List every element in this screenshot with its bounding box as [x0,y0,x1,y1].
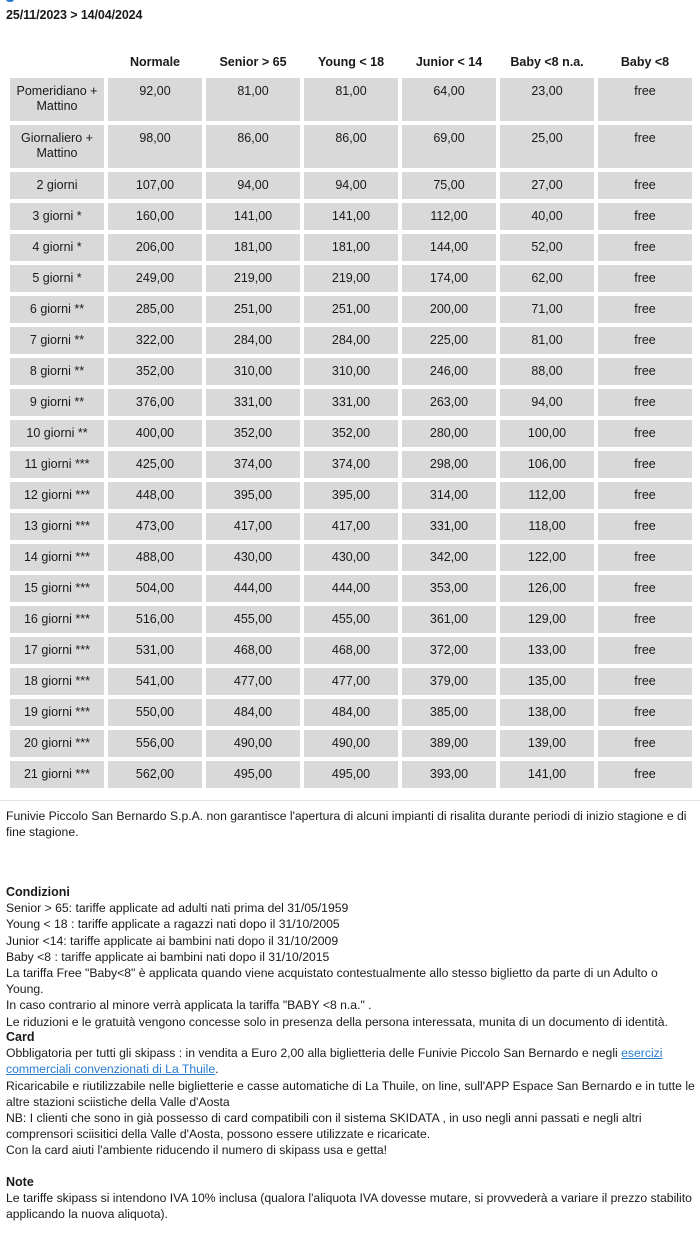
row-label: 19 giorni *** [10,699,104,726]
price-cell: free [598,420,692,447]
price-cell: 484,00 [206,699,300,726]
price-cell: 495,00 [304,761,398,788]
row-label: 16 giorni *** [10,606,104,633]
price-cell: 69,00 [402,125,496,168]
column-header: Young < 18 [317,55,385,69]
row-label-line: Giornaliero + [21,131,93,145]
price-cell: free [598,327,692,354]
price-cell: 284,00 [206,327,300,354]
price-cell: 352,00 [206,420,300,447]
price-cell: 112,00 [402,203,496,230]
price-cell: 331,00 [304,389,398,416]
price-cell: 531,00 [108,637,202,664]
table-row [10,513,692,540]
price-cell: free [598,606,692,633]
price-cell: 62,00 [500,265,594,292]
price-cell: 75,00 [402,172,496,199]
card-paragraph-3: NB: I clienti che sono in già possesso di card compatibili con il sistema SKIDATA , in uso negli anni passati e negli altri comprensori sciisitici della Valle d'Aosta, possono essere utilizzate e ricaricate. [6,1111,642,1142]
price-cell: 495,00 [206,761,300,788]
price-cell: 141,00 [206,203,300,230]
price-cell: 395,00 [304,482,398,509]
table-row [10,451,692,478]
price-cell: 94,00 [500,389,594,416]
row-label: 9 giorni ** [10,389,104,416]
price-cell: 25,00 [500,125,594,168]
price-cell: 71,00 [500,296,594,323]
price-cell: 490,00 [206,730,300,757]
price-cell: 138,00 [500,699,594,726]
price-cell: 284,00 [304,327,398,354]
row-label: 2 giorni [10,172,104,199]
price-cell: 352,00 [304,420,398,447]
table-row [10,358,692,385]
card-paragraph-4: Con la card aiuti l'ambiente riducendo il numero di skipass usa e getta! [6,1143,388,1158]
price-cell: 98,00 [108,125,202,168]
card-paragraph-2: Ricaricabile e riutilizzabile nelle biglietterie e casse automatiche di La Thuile, on line, sull'APP Espace San Bernardo e in tutte le altre stazioni sciistiche della Valle d'Aosta [6,1078,695,1109]
date-range-heading: 25/11/2023 > 14/04/2024 [6,8,143,22]
price-cell: 352,00 [108,358,202,385]
price-cell: 100,00 [500,420,594,447]
price-cell: 141,00 [500,761,594,788]
column-header: Senior > 65 [219,55,287,69]
row-label: 5 giorni * [10,265,104,292]
table-row [10,637,692,664]
table-row [10,234,692,261]
table-row [10,265,692,292]
price-cell: 298,00 [402,451,496,478]
price-cell: 477,00 [206,668,300,695]
price-cell: 455,00 [304,606,398,633]
note-title: Note [6,1175,34,1189]
price-cell: 444,00 [304,575,398,602]
price-cell: 393,00 [402,761,496,788]
card-title: Card [6,1030,35,1044]
price-cell: 135,00 [500,668,594,695]
price-cell: 417,00 [206,513,300,540]
price-cell: 251,00 [304,296,398,323]
price-cell: 490,00 [304,730,398,757]
price-cell: 181,00 [304,234,398,261]
price-cell: free [598,358,692,385]
price-cell: 430,00 [304,544,398,571]
row-label: 6 giorni ** [10,296,104,323]
table-row [10,575,692,602]
price-cell: 200,00 [402,296,496,323]
table-row [10,699,692,726]
price-cell: 23,00 [500,78,594,121]
price-cell: free [598,513,692,540]
column-header: Baby <8 [620,55,670,69]
row-label: 21 giorni *** [10,761,104,788]
price-cell: 342,00 [402,544,496,571]
price-cell: 468,00 [206,637,300,664]
condition-line: Young < 18 : tariffe applicate a ragazzi nati dopo il 31/10/2005 [6,917,340,932]
row-label-line: Mattino [36,146,78,160]
row-label: 11 giorni *** [10,451,104,478]
price-cell: 133,00 [500,637,594,664]
row-label: 13 giorni *** [10,513,104,540]
price-cell: 374,00 [206,451,300,478]
condition-line: La tariffa Free "Baby<8" è applicata quando viene acquistato contestualmente allo stesso biglietto da parte di un Adulto o Young. [6,966,658,997]
price-cell: 27,00 [500,172,594,199]
price-cell: 225,00 [402,327,496,354]
price-cell: free [598,668,692,695]
price-cell: 556,00 [108,730,202,757]
disclaimer-text: Funivie Piccolo San Bernardo S.p.A. non garantisce l'apertura di alcuni impianti di risalita durante periodi di inizio stagione e di fine stagione. [6,809,687,839]
price-cell: 372,00 [402,637,496,664]
row-label: 20 giorni *** [10,730,104,757]
price-cell: free [598,234,692,261]
table-row [10,389,692,416]
row-label: 7 giorni ** [10,327,104,354]
price-cell: 81,00 [500,327,594,354]
price-cell: 206,00 [108,234,202,261]
price-cell: 322,00 [108,327,202,354]
price-cell: 331,00 [402,513,496,540]
price-cell: free [598,389,692,416]
column-header: Normale [129,55,181,69]
price-cell: 477,00 [304,668,398,695]
price-cell: free [598,544,692,571]
price-cell: 310,00 [304,358,398,385]
table-row [10,327,692,354]
table-row [10,668,692,695]
price-cell: 112,00 [500,482,594,509]
row-label: 14 giorni *** [10,544,104,571]
table-row [10,420,692,447]
row-label [10,78,104,121]
price-cell: free [598,172,692,199]
table-row [10,78,692,121]
price-cell: free [598,203,692,230]
price-cell: 246,00 [402,358,496,385]
row-label: 8 giorni ** [10,358,104,385]
price-cell: 448,00 [108,482,202,509]
price-cell: 139,00 [500,730,594,757]
price-cell: 92,00 [108,78,202,121]
price-cell: free [598,730,692,757]
price-cell: 81,00 [206,78,300,121]
condition-line: In caso contrario al minore verrà applicata la tariffa "BABY <8 n.a." . [6,998,372,1013]
price-cell: 219,00 [304,265,398,292]
price-cell: 541,00 [108,668,202,695]
price-cell: 314,00 [402,482,496,509]
price-cell: free [598,78,692,121]
price-cell: 81,00 [304,78,398,121]
price-cell: 361,00 [402,606,496,633]
table-row [10,125,692,168]
price-cell: 516,00 [108,606,202,633]
price-cell: 106,00 [500,451,594,478]
price-cell: 430,00 [206,544,300,571]
row-label: 12 giorni *** [10,482,104,509]
price-cell: 52,00 [500,234,594,261]
price-cell: 107,00 [108,172,202,199]
divider [0,800,700,801]
price-cell: 251,00 [206,296,300,323]
price-cell: free [598,575,692,602]
price-cell: 400,00 [108,420,202,447]
price-cell: free [598,482,692,509]
price-cell: free [598,451,692,478]
price-cell: 374,00 [304,451,398,478]
price-cell: 181,00 [206,234,300,261]
card-paragraph-1 [6,1045,696,1077]
price-cell: 376,00 [108,389,202,416]
price-cell: 468,00 [304,637,398,664]
price-cell: 160,00 [108,203,202,230]
table-row [10,730,692,757]
price-cell: 88,00 [500,358,594,385]
price-cell: 174,00 [402,265,496,292]
table-body [10,78,692,788]
price-cell: 504,00 [108,575,202,602]
price-cell: 455,00 [206,606,300,633]
conditions-title: Condizioni [6,885,70,899]
note-section [6,1174,696,1223]
table-row [10,203,692,230]
price-cell: 280,00 [402,420,496,447]
price-cell: 64,00 [402,78,496,121]
price-cell: 385,00 [402,699,496,726]
price-cell: 144,00 [402,234,496,261]
price-cell: 94,00 [206,172,300,199]
price-cell: free [598,265,692,292]
price-cell: 562,00 [108,761,202,788]
price-cell: 444,00 [206,575,300,602]
price-cell: 395,00 [206,482,300,509]
row-label-line: Mattino [36,99,78,113]
esercizi-convenzionati-link[interactable]: esercizi commerciali convenzionati di La Thuile [6,1046,663,1077]
row-label: 3 giorni * [10,203,104,230]
row-label: 10 giorni ** [10,420,104,447]
price-cell: 249,00 [108,265,202,292]
card-section [6,1029,696,1159]
table-row [10,544,692,571]
price-cell: 285,00 [108,296,202,323]
price-cell: 263,00 [402,389,496,416]
table-row [10,482,692,509]
price-cell: 488,00 [108,544,202,571]
price-cell: 219,00 [206,265,300,292]
row-label [10,125,104,168]
column-header: Junior < 14 [415,55,483,69]
price-cell: 86,00 [206,125,300,168]
price-cell: 122,00 [500,544,594,571]
price-cell: free [598,296,692,323]
price-cell: 331,00 [206,389,300,416]
condition-line: Senior > 65: tariffe applicate ad adulti nati prima del 31/05/1959 [6,901,349,916]
price-cell: 417,00 [304,513,398,540]
price-cell: 126,00 [500,575,594,602]
price-cell: 94,00 [304,172,398,199]
note-text: Le tariffe skipass si intendono IVA 10% inclusa (qualora l'aliquota IVA dovesse mutare, si provvederà a variare il prezzo stabilito applicando la nuova aliquota). [6,1191,692,1222]
condition-line: Le riduzioni e le gratuità vengono concesse solo in presenza della persona interessata, munita di un documento di identità. [6,1014,668,1029]
price-cell: 310,00 [206,358,300,385]
price-cell: free [598,699,692,726]
price-cell: 550,00 [108,699,202,726]
price-cell: 473,00 [108,513,202,540]
row-label: 18 giorni *** [10,668,104,695]
table-row [10,172,692,199]
price-cell: 379,00 [402,668,496,695]
price-cell: 141,00 [304,203,398,230]
top-accent-fragment [6,0,14,2]
price-cell: free [598,637,692,664]
price-cell: 484,00 [304,699,398,726]
price-cell: 86,00 [304,125,398,168]
table-row [10,606,692,633]
conditions-section [6,884,696,1030]
price-cell: 118,00 [500,513,594,540]
table-header-row [10,52,692,74]
column-header: Baby <8 n.a. [510,55,584,69]
condition-line: Junior <14: tariffe applicate ai bambini nati dopo il 31/10/2009 [6,933,339,948]
price-cell: 353,00 [402,575,496,602]
table-row [10,761,692,788]
row-label-line: Pomeridiano + [16,84,98,98]
card-p1-end: . [215,1062,219,1077]
price-cell: 389,00 [402,730,496,757]
price-cell: free [598,125,692,168]
price-table [6,48,696,792]
price-cell: free [598,761,692,788]
card-p1-text: Obbligatoria per tutti gli skipass : in vendita a Euro 2,00 alla biglietteria delle Funivie Piccolo San Bernardo e negli [6,1046,622,1061]
condition-line: Baby <8 : tariffe applicate ai bambini nati dopo il 31/10/2015 [6,949,330,964]
row-label: 17 giorni *** [10,637,104,664]
table-row [10,296,692,323]
price-cell: 425,00 [108,451,202,478]
row-label: 15 giorni *** [10,575,104,602]
row-label: 4 giorni * [10,234,104,261]
column-header-empty [10,52,104,74]
price-cell: 129,00 [500,606,594,633]
price-cell: 40,00 [500,203,594,230]
